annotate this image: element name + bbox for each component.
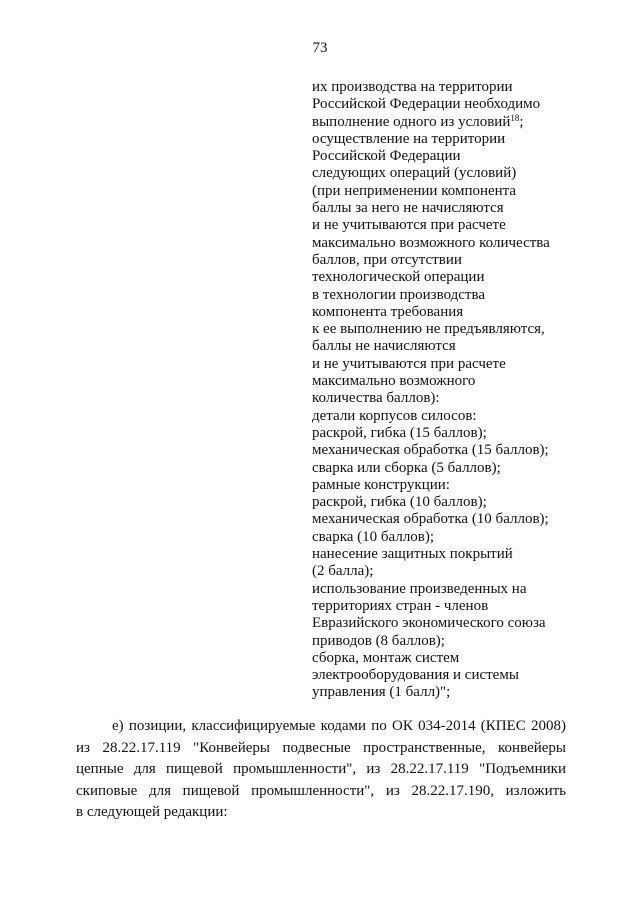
column-line-text: выполнение одного из условий <box>312 113 511 130</box>
column-line: максимально возможного количества <box>312 234 550 251</box>
column-line: технологической операции <box>312 269 485 286</box>
column-line: (2 балла); <box>312 563 374 580</box>
column-line: механическая обработка (15 баллов); <box>312 442 549 459</box>
paragraph-line: скиповые для пищевой промышленности", из 28.22.17.190, изложить <box>76 782 566 799</box>
column-line: баллы не начисляются <box>312 338 456 355</box>
paragraph-line: цепные для пищевой промышленности", из 28.22.17.119 "Подъемники <box>76 761 566 777</box>
footnote-reference: 18 <box>510 112 520 123</box>
column-line-with-footnote <box>312 114 612 131</box>
column-line: и не учитываются при расчете <box>312 355 506 372</box>
column-line: раскрой, гибка (10 баллов); <box>312 494 487 511</box>
amendment-paragraph <box>76 716 566 824</box>
column-line: сборка, монтаж систем <box>312 649 460 666</box>
paragraph-line: из 28.22.17.119 "Конвейеры подвесные пространственные, конвейеры <box>76 739 566 756</box>
column-line: максимально возможного <box>312 373 476 390</box>
column-line: к ее выполнению не предъявляются, <box>312 321 545 338</box>
column-line: сварка или сборка (5 баллов); <box>312 459 501 476</box>
column-line: следующих операций (условий) <box>312 165 517 182</box>
column-line: (при неприменении компонента <box>312 182 517 199</box>
column-line: компонента требования <box>312 303 464 320</box>
column-line: их производства на территории <box>312 79 513 95</box>
column-line: нанесение защитных покрытий <box>312 546 513 563</box>
column-line: Евразийского экономического союза <box>312 615 546 632</box>
column-line: раскрой, гибка (15 баллов); <box>312 424 487 441</box>
column-line: детали корпусов силосов: <box>312 407 477 424</box>
footnote-suffix: ; <box>519 113 524 130</box>
column-line: механическая обработка (10 баллов); <box>312 511 549 528</box>
column-line: рамные конструкции: <box>312 476 450 493</box>
page-number: 73 <box>312 40 328 56</box>
requirements-column <box>312 79 612 702</box>
paragraph-line: в следующей редакции: <box>76 804 228 820</box>
paragraph-line: е) позиции, классифицируемые кодами по ОК 034-2014 (КПЕС 2008) <box>112 718 566 734</box>
column-line: баллы за него не начисляются <box>312 200 504 217</box>
column-line: осуществление на территории <box>312 130 506 147</box>
column-line: баллов, при отсутствии <box>312 251 462 268</box>
column-line: сварка (10 баллов); <box>312 528 435 545</box>
column-line: приводов (8 баллов); <box>312 632 445 649</box>
column-line: в технологии производства <box>312 286 486 303</box>
column-line: Российской Федерации необходимо <box>312 96 541 113</box>
column-line: территориях стран - членов <box>312 597 489 614</box>
column-line: использование произведенных на <box>312 580 527 597</box>
column-line: управления (1 балл)"; <box>312 684 451 701</box>
column-line: количества баллов): <box>312 390 440 407</box>
column-line: и не учитываются при расчете <box>312 217 506 234</box>
column-line: Российской Федерации <box>312 148 461 165</box>
column-line: электрооборудования и системы <box>312 667 519 684</box>
